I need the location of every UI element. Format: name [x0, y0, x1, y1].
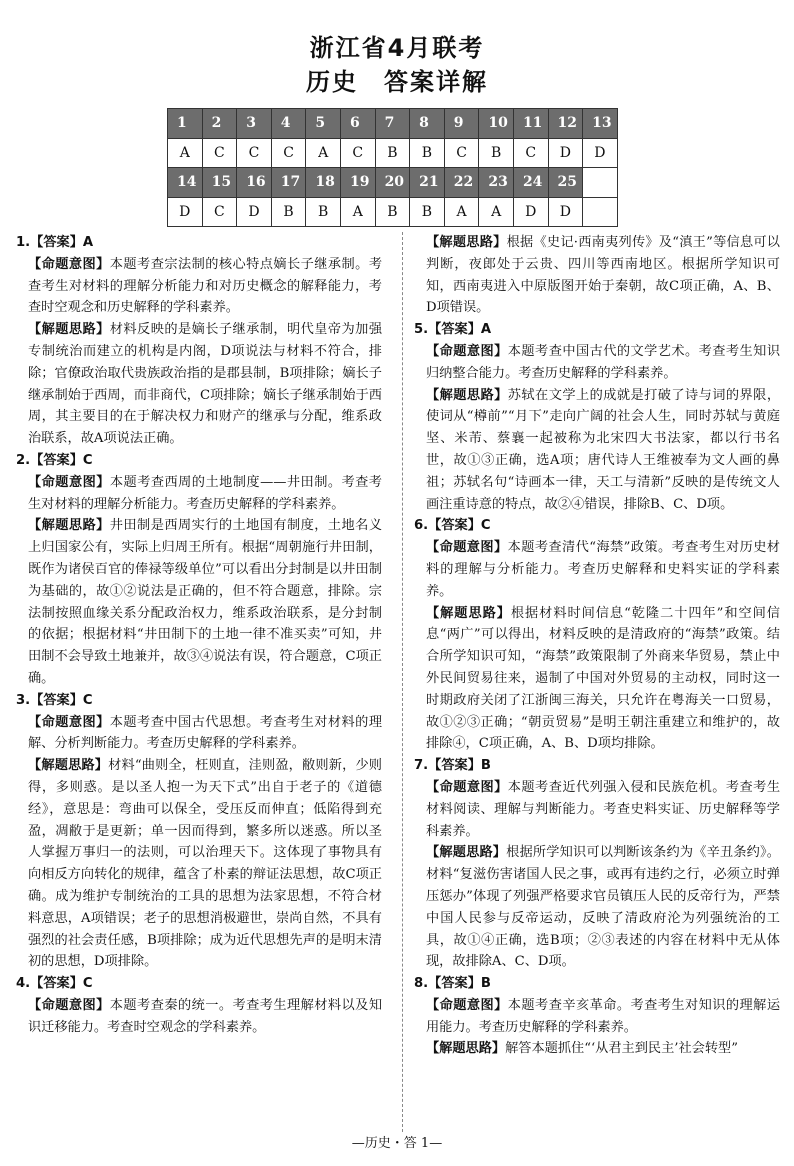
answer-cell: 12	[548, 109, 583, 139]
page-footer: —历史・答 1—	[351, 1136, 443, 1151]
answer-cell: 8	[410, 109, 445, 139]
document-title: 浙江省4月联考	[309, 34, 485, 62]
document-subtitle: 历史 答案详解	[306, 68, 488, 96]
answer-cell: D	[583, 138, 618, 168]
explanation-paragraph: 【解题思路】材料“曲则全，枉则直，洼则盈，敝则新，少则得，多则惑。是以圣人抱一为天下式”出自于老子的《道德经》，意思是：弯曲可以保全，受压反而伸直；低陷得到充盈，凋敝于是更新；单一因而得到，繁多所以迷惑。所以圣人掌握万事归一的法则，可以治理天下。这体现了事物具有向相反方向转化的规律，蕴含了朴素的辩证法思想，故C项正确。成为维护专制统治的工具的思想为法家思想，不符合材料意思，A项错误；老子的思想消极避世，崇尚自然，不具有强烈的社会责任感，B项排除；成为近代思想先声的是明末清初的思想，D项排除。	[28, 758, 382, 970]
answer-cell: C	[513, 138, 548, 168]
answer-cell: 10	[479, 109, 514, 139]
answer-cell: 24	[513, 168, 548, 198]
explanation-paragraph: 【解题思路】根据材料时间信息“乾隆二十四年”和空间信息“两广”可以得出，材料反映的是清政府的“海禁”政策。结合所学知识可知，“海禁”政策限制了外商来华贸易，禁止中外民间贸易往来，遏制了中国对外贸易的主动权，同时这一时期政府关闭了江浙闽三海关，只允许在粤海关一口贸易，故①②③正确；“朝贡贸易”是明王朝注重建立和维护的，故排除④，C项正确，A、B、D项均排除。	[426, 605, 780, 752]
answer-cell: A	[306, 138, 341, 168]
answer-cell: 21	[410, 168, 445, 198]
answer-cell: B	[410, 138, 445, 168]
answer-cell: 19	[340, 168, 375, 198]
explanation-paragraph: 【命题意图】本题考查西周的土地制度——井田制。考查考生对材料的理解分析能力。考查历史解释的学科素养。	[28, 474, 382, 512]
answer-heading: 2.【答案】C	[16, 452, 93, 468]
answer-heading: 4.【答案】C	[16, 976, 93, 992]
answer-heading: 8.【答案】B	[414, 976, 491, 992]
answer-cell: 14	[168, 168, 203, 198]
answer-cell: 18	[306, 168, 341, 198]
explanation-paragraph: 【解题思路】材料反映的是嫡长子继承制，明代皇帝为加强专制统治而建立的机构是内阁，D项说法与材料不符合，排除；官僚政治取代贵族政治指的是郡县制，B项排除；嫡长子继承制始于西周，而非商代，C项排除；嫡长子继承制始于西周，其主要目的在于解决权力和财产的继承与分配，维系政治联系，故A项说法正确。	[28, 322, 383, 447]
answer-cell: 16	[237, 168, 272, 198]
answer-cell: 1	[168, 109, 203, 139]
right-column	[414, 232, 780, 1060]
answer-cell: 17	[271, 168, 306, 198]
answer-cell: A	[168, 138, 203, 168]
explanation-paragraph: 【命题意图】本题考查近代列强入侵和民族危机。考查考生材料阅读、理解与判断能力。考查史料实证、历史解释等学科素养。	[426, 779, 781, 839]
explanation-paragraph: 【解题思路】根据《史记·西南夷列传》及“滇王”等信息可以判断，夜郎处于云贵、四川等西南地区。根据所学知识可知，西南夷进入中原版图开始于秦朝，故C项正确，A、B、D项错误。	[426, 235, 780, 316]
answer-cell: C	[202, 197, 237, 227]
empty-cell	[583, 197, 618, 227]
answer-cell: 4	[271, 109, 306, 139]
answer-cell: 23	[479, 168, 514, 198]
answer-cell: D	[548, 138, 583, 168]
left-column	[16, 232, 382, 1038]
answer-cell: 13	[583, 109, 618, 139]
explanation-paragraph: 【命题意图】本题考查中国古代的文学艺术。考查考生知识归纳整合能力。考查历史解释的学科素养。	[426, 343, 781, 381]
answer-cell: C	[237, 138, 272, 168]
answer-cell: C	[444, 138, 479, 168]
answer-table	[167, 108, 618, 227]
explanation-paragraph: 【命题意图】本题考查清代“海禁”政策。考查考生对历史材料的理解与分析能力。考查历史解释和史料实证的学科素养。	[426, 540, 780, 599]
answer-cell: B	[271, 197, 306, 227]
answer-cell: 3	[237, 109, 272, 139]
explanation-paragraph: 【命题意图】本题考查辛亥革命。考查考生对知识的理解运用能力。考查历史解释的学科素养。	[426, 997, 781, 1035]
answer-cell: B	[479, 138, 514, 168]
column-divider	[402, 232, 403, 1132]
answer-cell: 6	[340, 109, 375, 139]
answer-cell: B	[375, 197, 410, 227]
answer-cell: 20	[375, 168, 410, 198]
explanation-paragraph: 【解题思路】解答本题抓住“‘从君主到民主’社会转型”	[426, 1041, 738, 1057]
answer-cell: D	[548, 197, 583, 227]
answer-cell: 22	[444, 168, 479, 198]
answer-cell: 9	[444, 109, 479, 139]
explanation-paragraph: 【解题思路】苏轼在文学上的成就是打破了诗与词的界限，使词从“樽前”“月下”走向广阔的社会人生，同时苏轼与黄庭坚、米芾、蔡襄一起被称为北宋四大书法家，都以行书名世，故①③正确，选A项；唐代诗人王维被奉为文人画的鼻祖；苏轼名句“诗画本一律，天工与清新”反映的是传统文人画注重诗意的特点，故②④错误，排除B、C、D项。	[426, 387, 781, 512]
answer-cell: 11	[513, 109, 548, 139]
explanation-paragraph: 【解题思路】井田制是西周实行的土地国有制度，土地名义上归国家公有，实际上归周王所有。根据“周朝施行井田制，既作为诸侯百官的俸禄等级单位”可以看出分封制是以井田制为基础的，故①②说法是正确的，但不符合题意，排除。宗法制按照血缘关系分配政治权力，维系政治联系，是分封制的依据；根据材料“井田制下的土地一律不准买卖”可知，井田制不会导致土地兼并，故③④说法有误，符合题意，C项正确。	[28, 518, 383, 686]
answer-cell: D	[513, 197, 548, 227]
answer-cell: 7	[375, 109, 410, 139]
answer-cell: D	[237, 197, 272, 227]
empty-cell	[583, 168, 618, 198]
answer-heading: 6.【答案】C	[414, 518, 491, 534]
answer-cell: B	[375, 138, 410, 168]
explanation-paragraph: 【命题意图】本题考查秦的统一。考查考生理解材料以及知识迁移能力。考查时空观念的学科素养。	[28, 997, 383, 1035]
answer-heading: 3.【答案】C	[16, 692, 93, 708]
answer-heading: 1.【答案】A	[16, 235, 94, 250]
explanation-paragraph: 【解题思路】根据所学知识可以判断该条约为《辛丑条约》。材料“复滋伤害诸国人民之事，或再有违约之行，必须立时弹压惩办”体现了列强严格要求官员镇压人民的反帝行为，严禁中国人民参与反帝运动，反映了清政府沦为列强统治的工具，故①④正确，选B项；②③表述的内容在材料中无从体现，故排除A、C、D项。	[426, 845, 780, 970]
answer-cell: D	[168, 197, 203, 227]
answer-cell: 25	[548, 168, 583, 198]
answer-cell: B	[306, 197, 341, 227]
answer-cell: 2	[202, 109, 237, 139]
answer-cell: 5	[306, 109, 341, 139]
answer-cell: C	[340, 138, 375, 168]
answer-heading: 7.【答案】B	[414, 758, 491, 774]
answer-cell: B	[410, 197, 445, 227]
answer-cell: C	[271, 138, 306, 168]
answer-cell: A	[444, 197, 479, 227]
answer-cell: A	[479, 197, 514, 227]
answer-cell: C	[202, 138, 237, 168]
explanation-paragraph: 【命题意图】本题考查宗法制的核心特点嫡长子继承制。考查考生对材料的理解分析能力和对历史概念的解释能力，考查时空观念和历史解释的学科素养。	[28, 256, 383, 316]
answer-cell: A	[340, 197, 375, 227]
explanation-paragraph: 【命题意图】本题考查中国古代思想。考查考生对材料的理解、分析判断能力。考查历史解释的学科素养。	[28, 714, 383, 752]
answer-cell: 15	[202, 168, 237, 198]
answer-heading: 5.【答案】A	[414, 322, 492, 338]
